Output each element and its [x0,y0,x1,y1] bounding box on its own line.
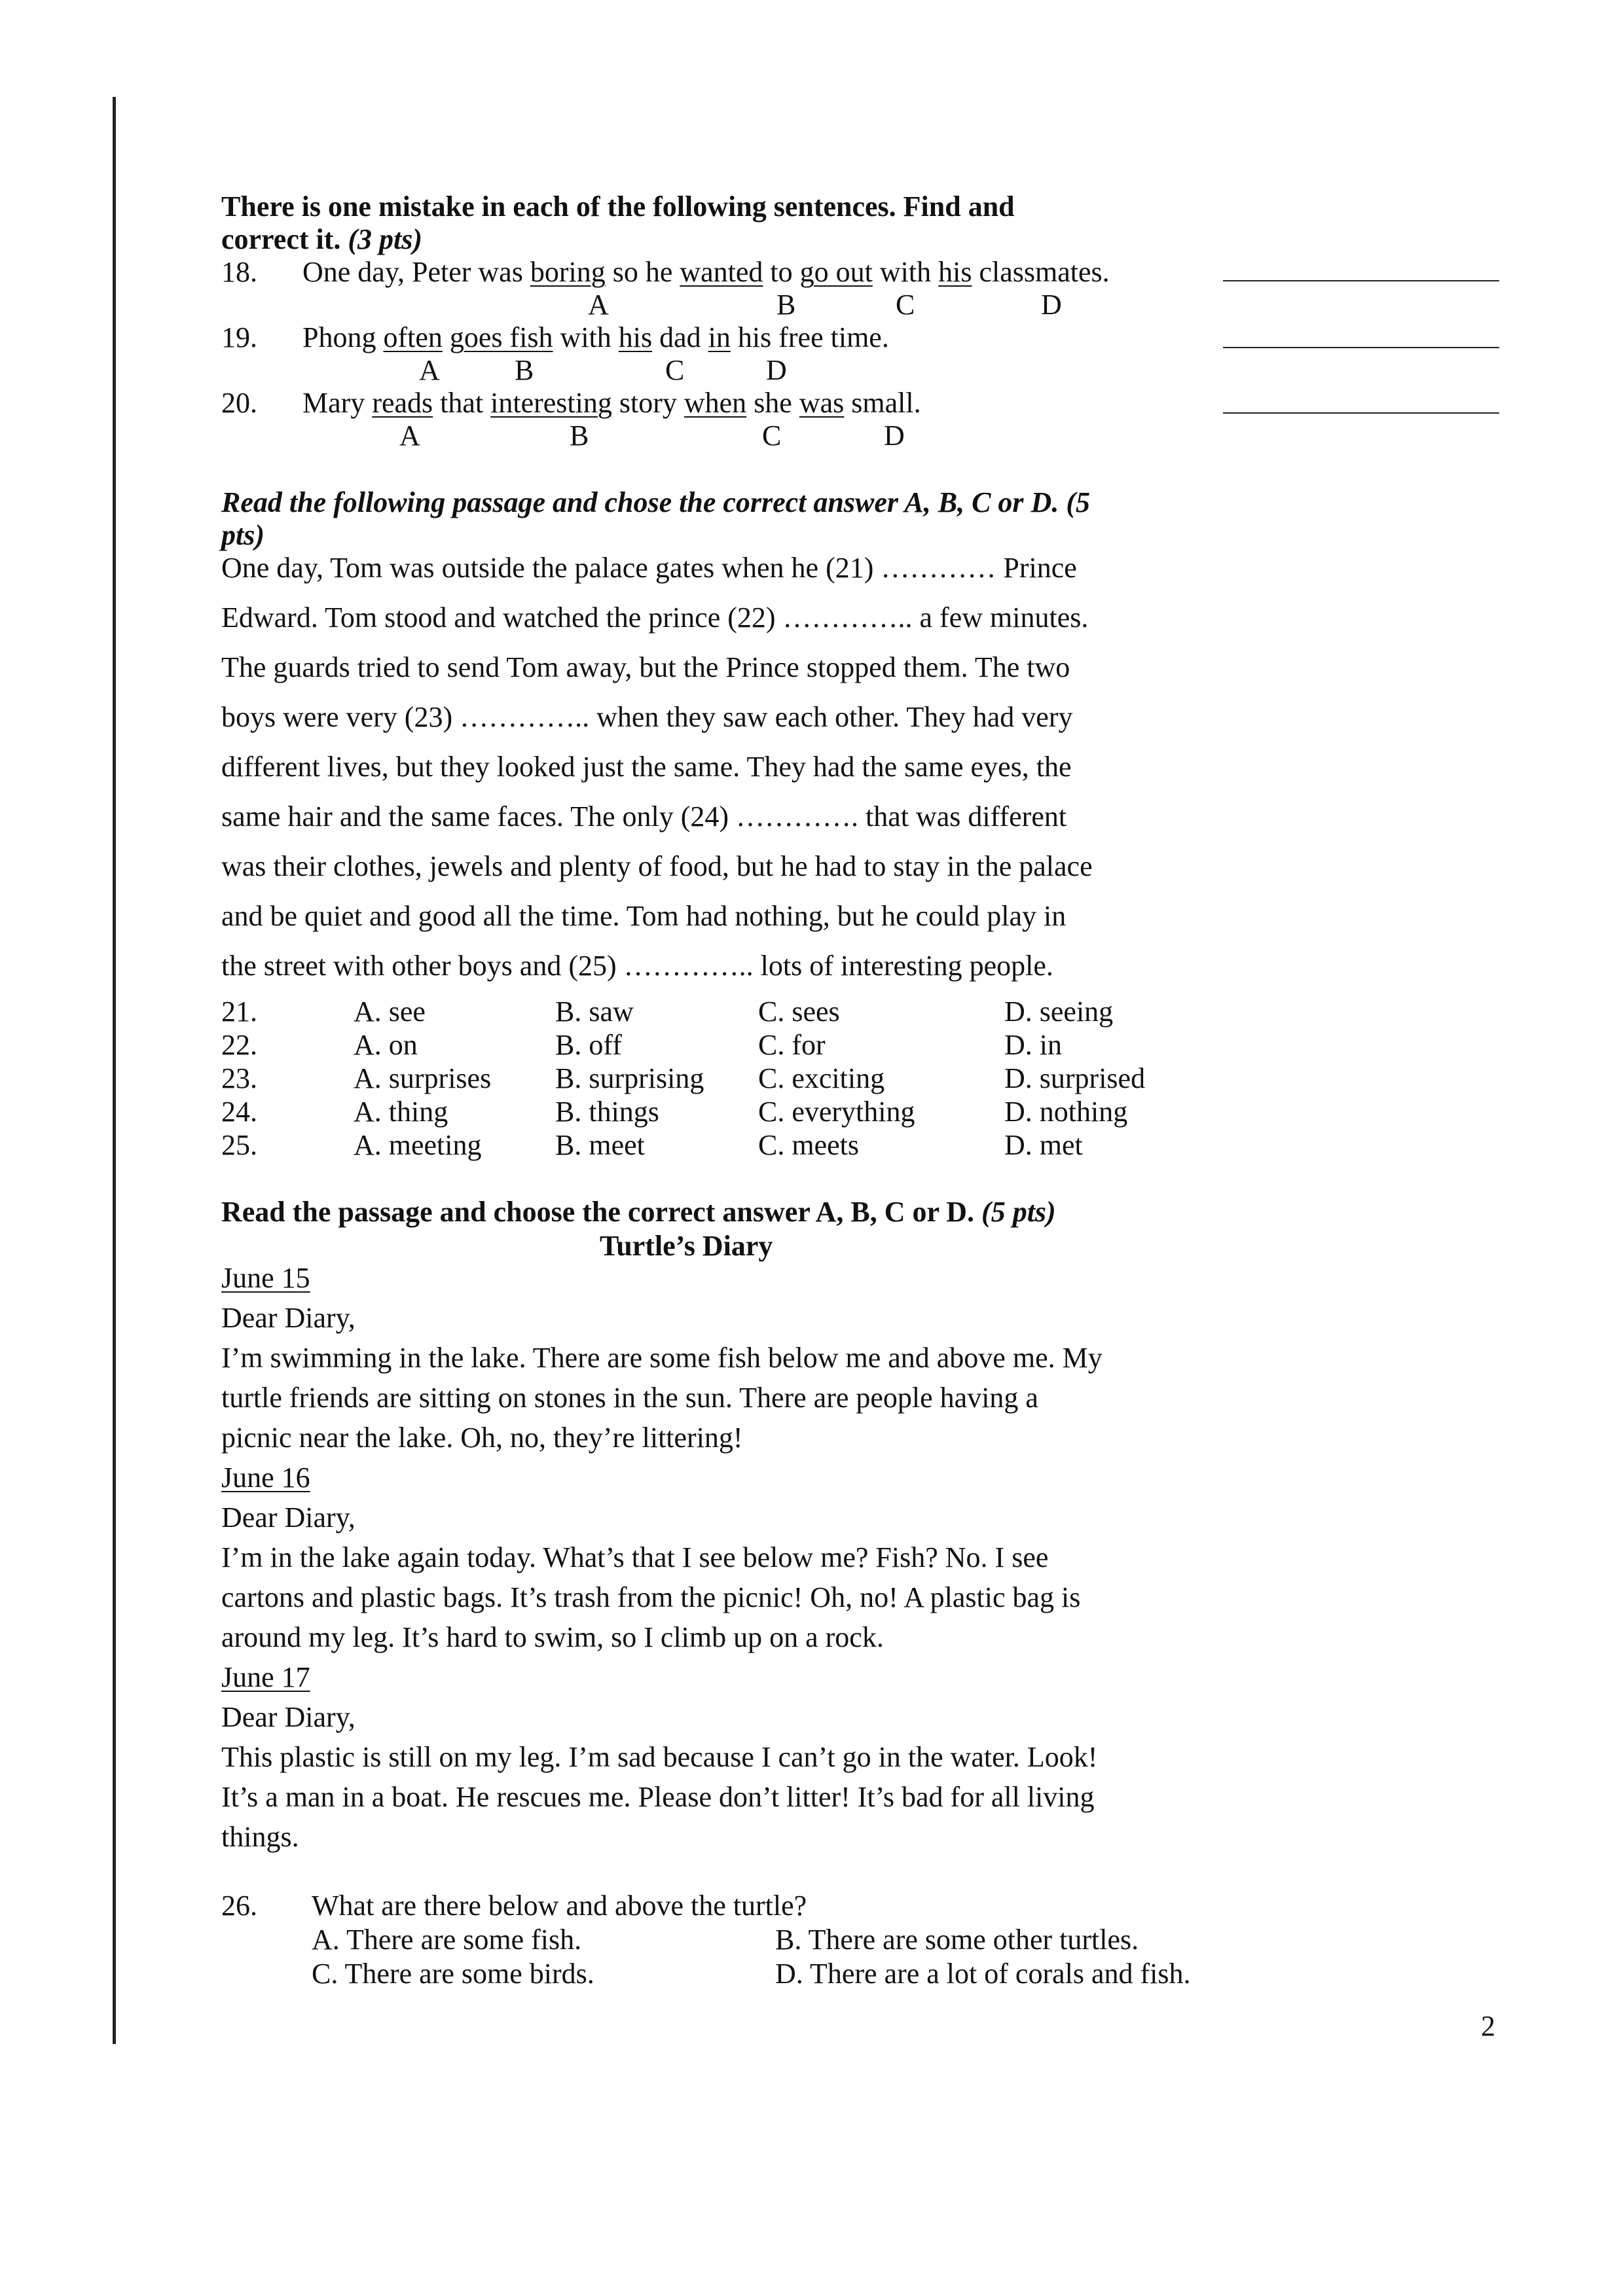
diary-line: picnic near the lake. Oh, no, they’re littering! [221,1422,743,1454]
passage-line: was their clothes, jewels and plenty of food, but he had to stay in the palace [221,850,1093,882]
q26-question: What are there below and above the turtle? [312,1890,807,1922]
option-b[interactable]: B. meet [555,1129,645,1161]
q20-underlined-d: was [799,387,845,419]
option-c[interactable]: C. everything [758,1096,915,1128]
q19-underlined-b: goes fish [449,321,553,353]
q18-underlined-a: boring [530,256,606,288]
q18-letter-a: A [588,289,609,321]
option-d[interactable]: D. seeing [1004,996,1114,1028]
passage-line: and be quiet and good all the time. Tom had nothing, but he could play in [221,900,1067,932]
turtle-diary [221,1258,1243,1857]
q18-answer-line[interactable] [1223,280,1499,281]
option-c[interactable]: C. sees [758,996,840,1028]
q20-letter-a: A [399,420,420,452]
diary-entry-june-15 [221,1258,1243,1458]
option-b[interactable]: B. surprising [555,1062,704,1094]
diary-line: I’m in the lake again today. What’s that I see below me? Fish? No. I see [221,1541,1049,1573]
sec2-title-line2: pts) [221,519,264,551]
option-c[interactable]: C. for [758,1029,826,1061]
q26-option-b[interactable]: B. There are some other turtles. [775,1924,1139,1956]
option-number: 25. [221,1129,257,1161]
q18-underlined-c: go out [799,256,873,288]
diary-line: things. [221,1821,299,1853]
q19-number: 19. [221,321,257,353]
q19-letter-b: B [515,354,534,386]
passage-line: The guards tried to send Tom away, but the Prince stopped them. The two [221,651,1070,683]
q19-text: his free time. [730,321,889,353]
passage-line: Edward. Tom stood and watched the prince (22) ………….. a few minutes. [221,601,1089,634]
q18-sentence [302,255,1110,289]
option-number: 21. [221,996,257,1028]
option-d[interactable]: D. met [1004,1129,1083,1161]
q18-text: One day, Peter was [302,256,530,288]
margin-rule [113,97,116,2044]
q19-letter-a: A [419,354,440,386]
diary-entry-june-17 [221,1657,1243,1857]
q20-underlined-b: interesting [490,387,612,419]
passage-line: same hair and the same faces. The only (24) …………. that was different [221,800,1067,833]
diary-greeting: Dear Diary, [221,1501,356,1534]
q18-letter-c: C [896,289,915,321]
q18-number: 18. [221,256,257,288]
option-number: 24. [221,1096,257,1128]
option-a[interactable]: A. thing [354,1096,448,1128]
q20-sentence [302,386,921,420]
option-d[interactable]: D. surprised [1004,1062,1146,1094]
q20-text: she [746,387,799,419]
option-a[interactable]: A. see [354,996,426,1028]
q20-number: 20. [221,387,257,419]
diary-line: I’m swimming in the lake. There are some fish below me and above me. My [221,1342,1103,1374]
q20-text: story [611,387,684,419]
option-b[interactable]: B. things [555,1096,659,1128]
diary-line: cartons and plastic bags. It’s trash from the picnic! Oh, no! A plastic bag is [221,1581,1081,1613]
q20-underlined-a: reads [372,387,433,419]
sec1-title2: correct it. [221,223,341,255]
option-a[interactable]: A. on [354,1029,418,1061]
diary-date: June 17 [221,1661,310,1693]
passage-line: boys were very (23) ………….. when they saw each other. They had very [221,701,1073,733]
q20-text: Mary [302,387,373,419]
passage-line: the street with other boys and (25) ………….. lots of interesting people. [221,950,1053,982]
sec3-title [221,1195,1056,1229]
q19-letter-d: D [766,354,787,386]
sec3-title-text: Read the passage and choose the correct answer A, B, C or D. [221,1196,975,1228]
option-d[interactable]: D. nothing [1004,1096,1128,1128]
option-number: 23. [221,1062,257,1094]
q18-text: so he [605,256,680,288]
sec1-title [221,190,1015,223]
q19-underlined-a: often [383,321,443,353]
option-c[interactable]: C. exciting [758,1062,885,1094]
option-number: 22. [221,1029,257,1061]
q26-number: 26. [221,1890,257,1922]
q20-text: small. [844,387,921,419]
diary-entry-june-16 [221,1458,1243,1657]
option-b[interactable]: B. off [555,1029,622,1061]
page-number: 2 [1481,2010,1495,2042]
passage-line: different lives, but they looked just the same. They had the same eyes, the [221,751,1072,783]
q19-text: with [553,321,619,353]
diary-date: June 15 [221,1262,310,1294]
q26-option-d[interactable]: D. There are a lot of corals and fish. [775,1958,1191,1990]
option-d[interactable]: D. in [1004,1029,1062,1061]
diary-greeting: Dear Diary, [221,1701,356,1733]
q18-text: classmates. [972,256,1110,288]
q18-text: to [763,256,800,288]
q19-letter-c: C [665,354,685,386]
q19-text: Phong [302,321,384,353]
sec2-title-line1: Read the following passage and chose the correct answer A, B, C or D. (5 [221,486,1090,518]
q19-answer-line[interactable] [1223,347,1499,348]
q18-underlined-b: wanted [680,256,763,288]
diary-heading: Turtle’s Diary [600,1230,773,1262]
prince-passage [221,543,1243,991]
q20-letter-d: D [884,420,905,452]
q26-option-a[interactable]: A. There are some fish. [312,1924,582,1956]
sec1-pts: (3 pts) [348,223,423,255]
q20-text: that [433,387,491,419]
passage-line: One day, Tom was outside the palace gates when he (21) ………… Prince [221,552,1077,584]
q26-option-c[interactable]: C. There are some birds. [312,1958,594,1990]
sec1-title-line1: There is one mistake in each of the following sentences. Find and [221,190,1015,223]
q20-answer-line[interactable] [1223,412,1499,414]
q19-text [443,321,450,353]
q18-underlined-d: his [938,256,972,288]
diary-date: June 16 [221,1462,310,1494]
q20-letter-b: B [570,420,589,452]
q20-letter-c: C [762,420,782,452]
diary-line: turtle friends are sitting on stones in the sun. There are people having a [221,1382,1038,1414]
option-c[interactable]: C. meets [758,1129,859,1161]
q18-letter-b: B [776,289,796,321]
q18-text: with [872,256,939,288]
diary-greeting: Dear Diary, [221,1302,356,1334]
sec1-title-line2 [221,223,422,256]
diary-line: It’s a man in a boat. He rescues me. Please don’t litter! It’s bad for all living [221,1781,1095,1813]
q18-letter-d: D [1041,289,1062,321]
q19-sentence [302,321,889,354]
q19-underlined-d: in [708,321,731,353]
diary-line: around my leg. It’s hard to swim, so I climb up on a rock. [221,1621,884,1653]
option-a[interactable]: A. surprises [354,1062,492,1094]
option-a[interactable]: A. meeting [354,1129,482,1161]
q20-underlined-c: when [684,387,747,419]
sec3-pts: (5 pts) [981,1196,1056,1228]
option-b[interactable]: B. saw [555,996,634,1028]
q19-text: dad [652,321,708,353]
q19-underlined-c: his [618,321,653,353]
diary-line: This plastic is still on my leg. I’m sad because I can’t go in the water. Look! [221,1741,1098,1773]
